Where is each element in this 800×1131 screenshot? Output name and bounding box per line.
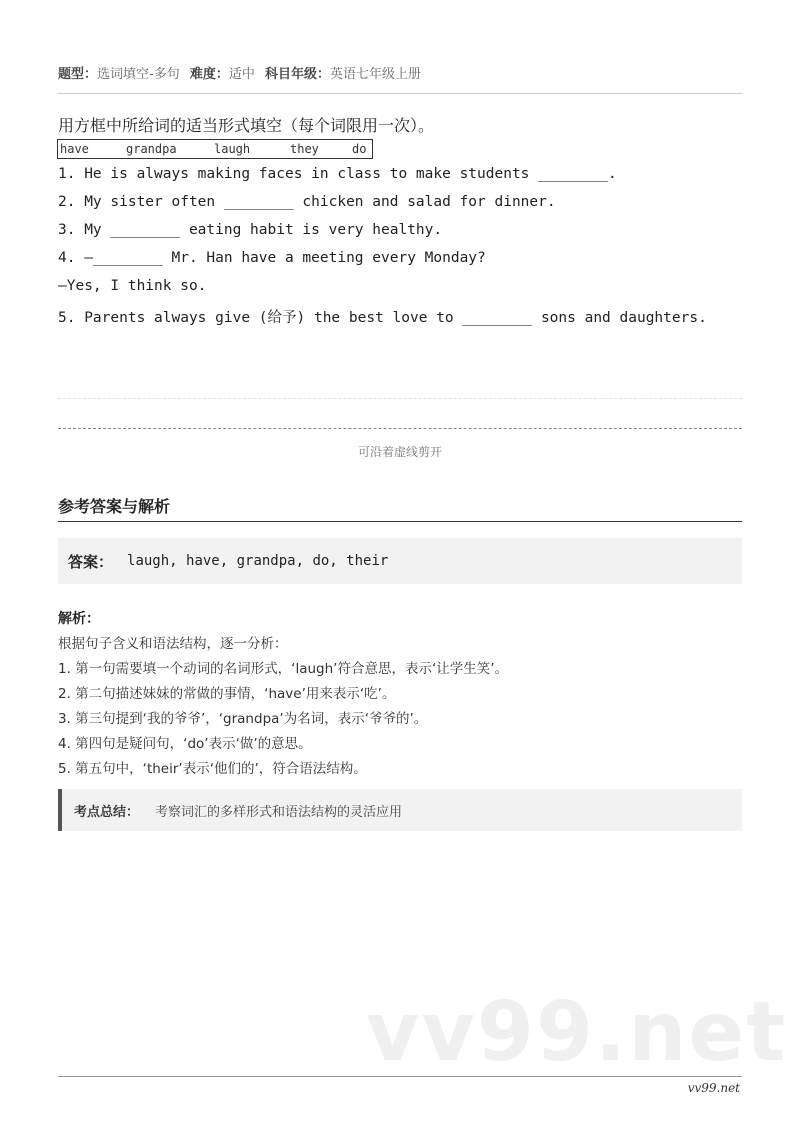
question-item-1: 1. He is always making faces in class to make students ________. xyxy=(58,166,617,182)
difficulty-label: 难度： xyxy=(189,67,229,82)
key-point-box xyxy=(58,789,742,831)
cut-line xyxy=(58,428,742,429)
question-item-2: 2. My sister often ________ chicken and salad for dinner. xyxy=(58,194,556,210)
question-item-5: 5. Parents always give (给予) the best love to ________ sons and daughters. xyxy=(58,310,707,326)
analysis-line: 3. 第三句提到‘我的爷爷’，‘grandpa’为名词，表示‘爷爷的’。 xyxy=(58,711,428,727)
top-divider xyxy=(58,93,742,94)
type-label: 题型： xyxy=(58,67,98,82)
cut-note: 可沿着虚线剪开 xyxy=(357,445,442,459)
question-item-4-reply: —Yes, I think so. xyxy=(58,278,207,294)
answer-section-title: 参考答案与解析 xyxy=(58,497,171,516)
analysis-line: 1. 第一句需要填一个动词的名词形式，‘laugh’符合意思，表示‘让学生笑’。 xyxy=(58,661,509,677)
question-meta xyxy=(58,63,421,82)
word-item: do xyxy=(352,142,367,156)
word-item: have xyxy=(60,142,89,156)
grade-value: 英语七年级上册 xyxy=(330,67,422,82)
analysis-line: 5. 第五句中，‘their’表示‘他们的’，符合语法结构。 xyxy=(58,761,367,777)
watermark: vv99.net xyxy=(366,985,788,1080)
question-item-3: 3. My ________ eating habit is very healthy. xyxy=(58,222,443,238)
answer-value: laugh, have, grandpa, do, their xyxy=(127,553,389,569)
key-point-label: 考点总结： xyxy=(74,804,140,820)
analysis-line: 2. 第二句描述妹妹的常做的事情，‘have’用来表示‘吃’。 xyxy=(58,686,396,702)
analysis-line: 4. 第四句是疑问句，‘do’表示‘做’的意思。 xyxy=(58,736,312,752)
answer-divider xyxy=(58,521,742,522)
footer-site[interactable]: vv99.net xyxy=(687,1081,740,1095)
type-value: 选词填空-多句 xyxy=(97,67,180,82)
analysis-title: 解析： xyxy=(58,611,100,627)
question-item-4: 4. —________ Mr. Han have a meeting every Monday? xyxy=(58,250,486,266)
word-box xyxy=(57,139,373,159)
question-instruction: 用方框中所给词的适当形式填空（每个词限用一次）。 xyxy=(58,116,435,135)
word-item: they xyxy=(290,142,319,156)
key-point-value: 考察词汇的多样形式和语法结构的灵活应用 xyxy=(155,804,403,820)
analysis-line: 根据句子含义和语法结构，逐一分析： xyxy=(58,636,288,652)
difficulty-value: 适中 xyxy=(228,67,255,82)
answer-label: 答案： xyxy=(68,552,114,571)
grade-label: 科目年级： xyxy=(265,67,331,82)
word-item: grandpa xyxy=(126,142,177,156)
word-item: laugh xyxy=(214,142,251,156)
footer-divider xyxy=(58,1076,742,1077)
light-dashed-line xyxy=(58,398,742,399)
answer-box xyxy=(58,538,742,584)
